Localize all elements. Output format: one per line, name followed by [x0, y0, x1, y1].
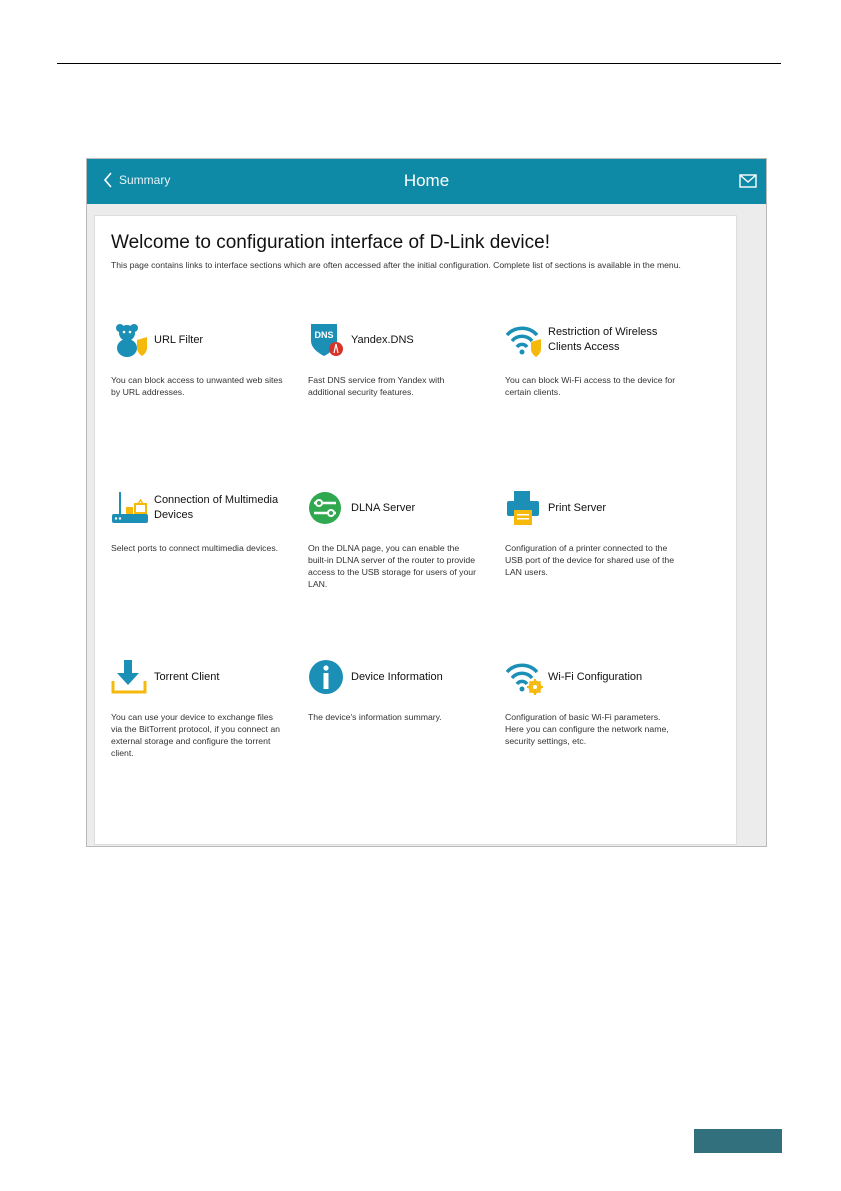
tile-title: Wi-Fi Configuration	[548, 670, 643, 683]
tile-yandex-dns[interactable]	[308, 320, 488, 398]
multimedia-icon	[111, 489, 149, 527]
tile-description: You can block access to unwanted web sites by URL addresses.	[111, 375, 283, 397]
tile-title: Restriction of Wireless Clients Access	[548, 326, 658, 353]
tile-description: Fast DNS service from Yandex with additional security features.	[308, 375, 445, 397]
wifi-restriction-icon	[505, 321, 543, 359]
printer-icon	[505, 489, 543, 527]
info-icon	[308, 658, 346, 696]
document-header-rule	[57, 63, 781, 64]
tile-title: Yandex.DNS	[351, 333, 414, 346]
tile-title: Device Information	[351, 670, 443, 683]
tile-multimedia[interactable]	[111, 488, 291, 554]
back-label: Summary	[119, 173, 171, 187]
browser-screenshot	[86, 158, 767, 847]
tile-title: DLNA Server	[351, 501, 416, 514]
download-icon	[111, 658, 149, 696]
tile-dlna-server[interactable]	[308, 488, 488, 590]
tile-description: Select ports to connect multimedia devices.	[111, 543, 279, 553]
page-number-tab	[694, 1129, 782, 1153]
dlna-icon	[308, 489, 346, 527]
tile-description: You can use your device to exchange files via the BitTorrent protocol, if you connect an external storage and configure the torrent client.	[111, 712, 281, 758]
home-panel	[94, 215, 737, 845]
tile-wifi-configuration[interactable]	[505, 657, 685, 747]
wifi-settings-icon	[505, 658, 543, 696]
tile-print-server[interactable]	[505, 488, 685, 578]
tile-title: URL Filter	[154, 333, 204, 346]
tile-description: You can block Wi-Fi access to the device for certain clients.	[505, 375, 676, 397]
tile-torrent-client[interactable]	[111, 657, 291, 759]
url-filter-icon	[111, 321, 149, 359]
mail-icon[interactable]	[739, 174, 757, 188]
dns-icon-text: DNS	[314, 330, 334, 340]
tile-wireless-restriction[interactable]	[505, 320, 685, 398]
intro-text: This page contains links to interface sections which are often accessed after the initial configuration. Complete list of sections is available in the menu.	[111, 260, 681, 270]
tile-title: Connection of Multimedia Devices	[154, 494, 279, 521]
tile-title: Print Server	[548, 501, 607, 514]
tile-url-filter[interactable]	[111, 320, 291, 398]
tile-title: Torrent Client	[154, 670, 220, 683]
welcome-heading: Welcome to configuration interface of D-Link device!	[111, 232, 550, 253]
tile-description: Configuration of basic Wi-Fi parameters. Here you can configure the network name, security settings, etc.	[505, 712, 669, 746]
top-bar	[87, 159, 766, 204]
tile-description: On the DLNA page, you can enable the built-in DLNA server of the router to provide access to the USB storage for users of your LAN.	[308, 543, 477, 589]
yandex-dns-icon	[308, 321, 346, 359]
tile-device-information[interactable]	[308, 657, 488, 723]
tile-description: The device's information summary.	[308, 712, 442, 722]
tile-description: Configuration of a printer connected to the USB port of the device for shared use of the LAN users.	[505, 543, 675, 577]
page-title: Home	[403, 171, 450, 190]
